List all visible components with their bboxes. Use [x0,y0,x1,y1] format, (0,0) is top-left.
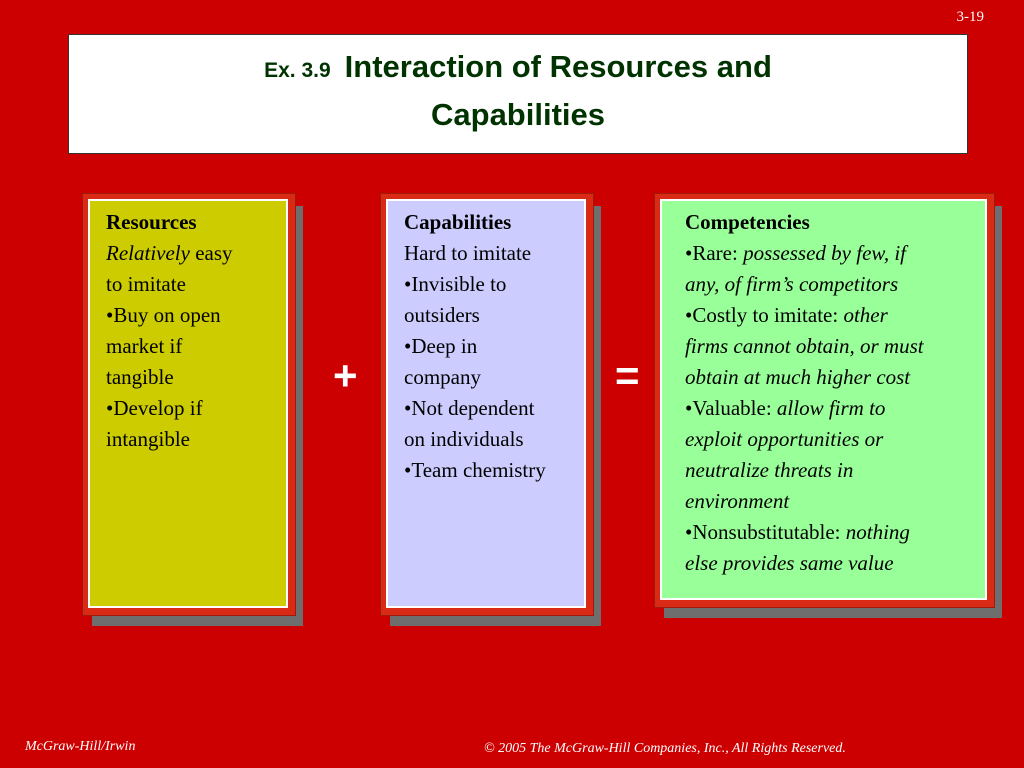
plus-sign: + [333,352,358,399]
competencies-heading: Competencies [685,210,810,234]
capabilities-panel: Capabilities Hard to imitate •Invisible to outsiders •Deep in company •Not dependent on individuals •Team chemistry [386,199,586,608]
resources-panel: Resources Relatively easy to imitate •Buy on open market if tangible •Develop if intangible [88,199,288,608]
resources-heading: Resources [106,210,197,234]
capabilities-bullet: •Team chemistry [404,458,546,482]
exhibit-label: Ex. 3.9 [264,59,331,82]
title-box [68,34,968,154]
title-line-2: Capabilities [431,97,605,132]
capabilities-bullet: •Invisible to [404,272,507,296]
competencies-panel: Competencies •Rare: possessed by few, if any, of firm’s competitors •Costly to imitate: other firms cannot obtain, or must obtain at much higher cost •Valuable: allow firm to exploit opportunities or neutralize threats in environment •Nonsubstitutable: nothing else provides same value [660,199,987,600]
slide-number: 3-19 [956,9,984,25]
capabilities-bullet: •Deep in [404,334,478,358]
competencies-bullet-valuable: •Valuable: allow firm to [685,396,886,420]
publisher-footer: McGraw-Hill/Irwin [25,739,136,754]
slide-title [264,46,772,142]
resources-intro: Relatively easy [106,241,233,265]
capabilities-heading: Capabilities [404,210,512,234]
competencies-bullet-rare: •Rare: possessed by few, if [685,241,907,265]
resources-bullet: •Buy on open [106,303,221,327]
title-line-1: Interaction of Resources and [344,49,772,84]
equals-sign: = [615,352,640,399]
copyright-footer: © 2005 The McGraw-Hill Companies, Inc., All Rights Reserved. [484,741,846,756]
competencies-bullet-costly: •Costly to imitate: other [685,303,888,327]
resources-bullet: •Develop if [106,396,203,420]
competencies-bullet-nonsubstitutable: •Nonsubstitutable: nothing [685,520,910,544]
capabilities-intro: Hard to imitate [404,241,532,265]
capabilities-bullet: •Not dependent [404,396,535,420]
